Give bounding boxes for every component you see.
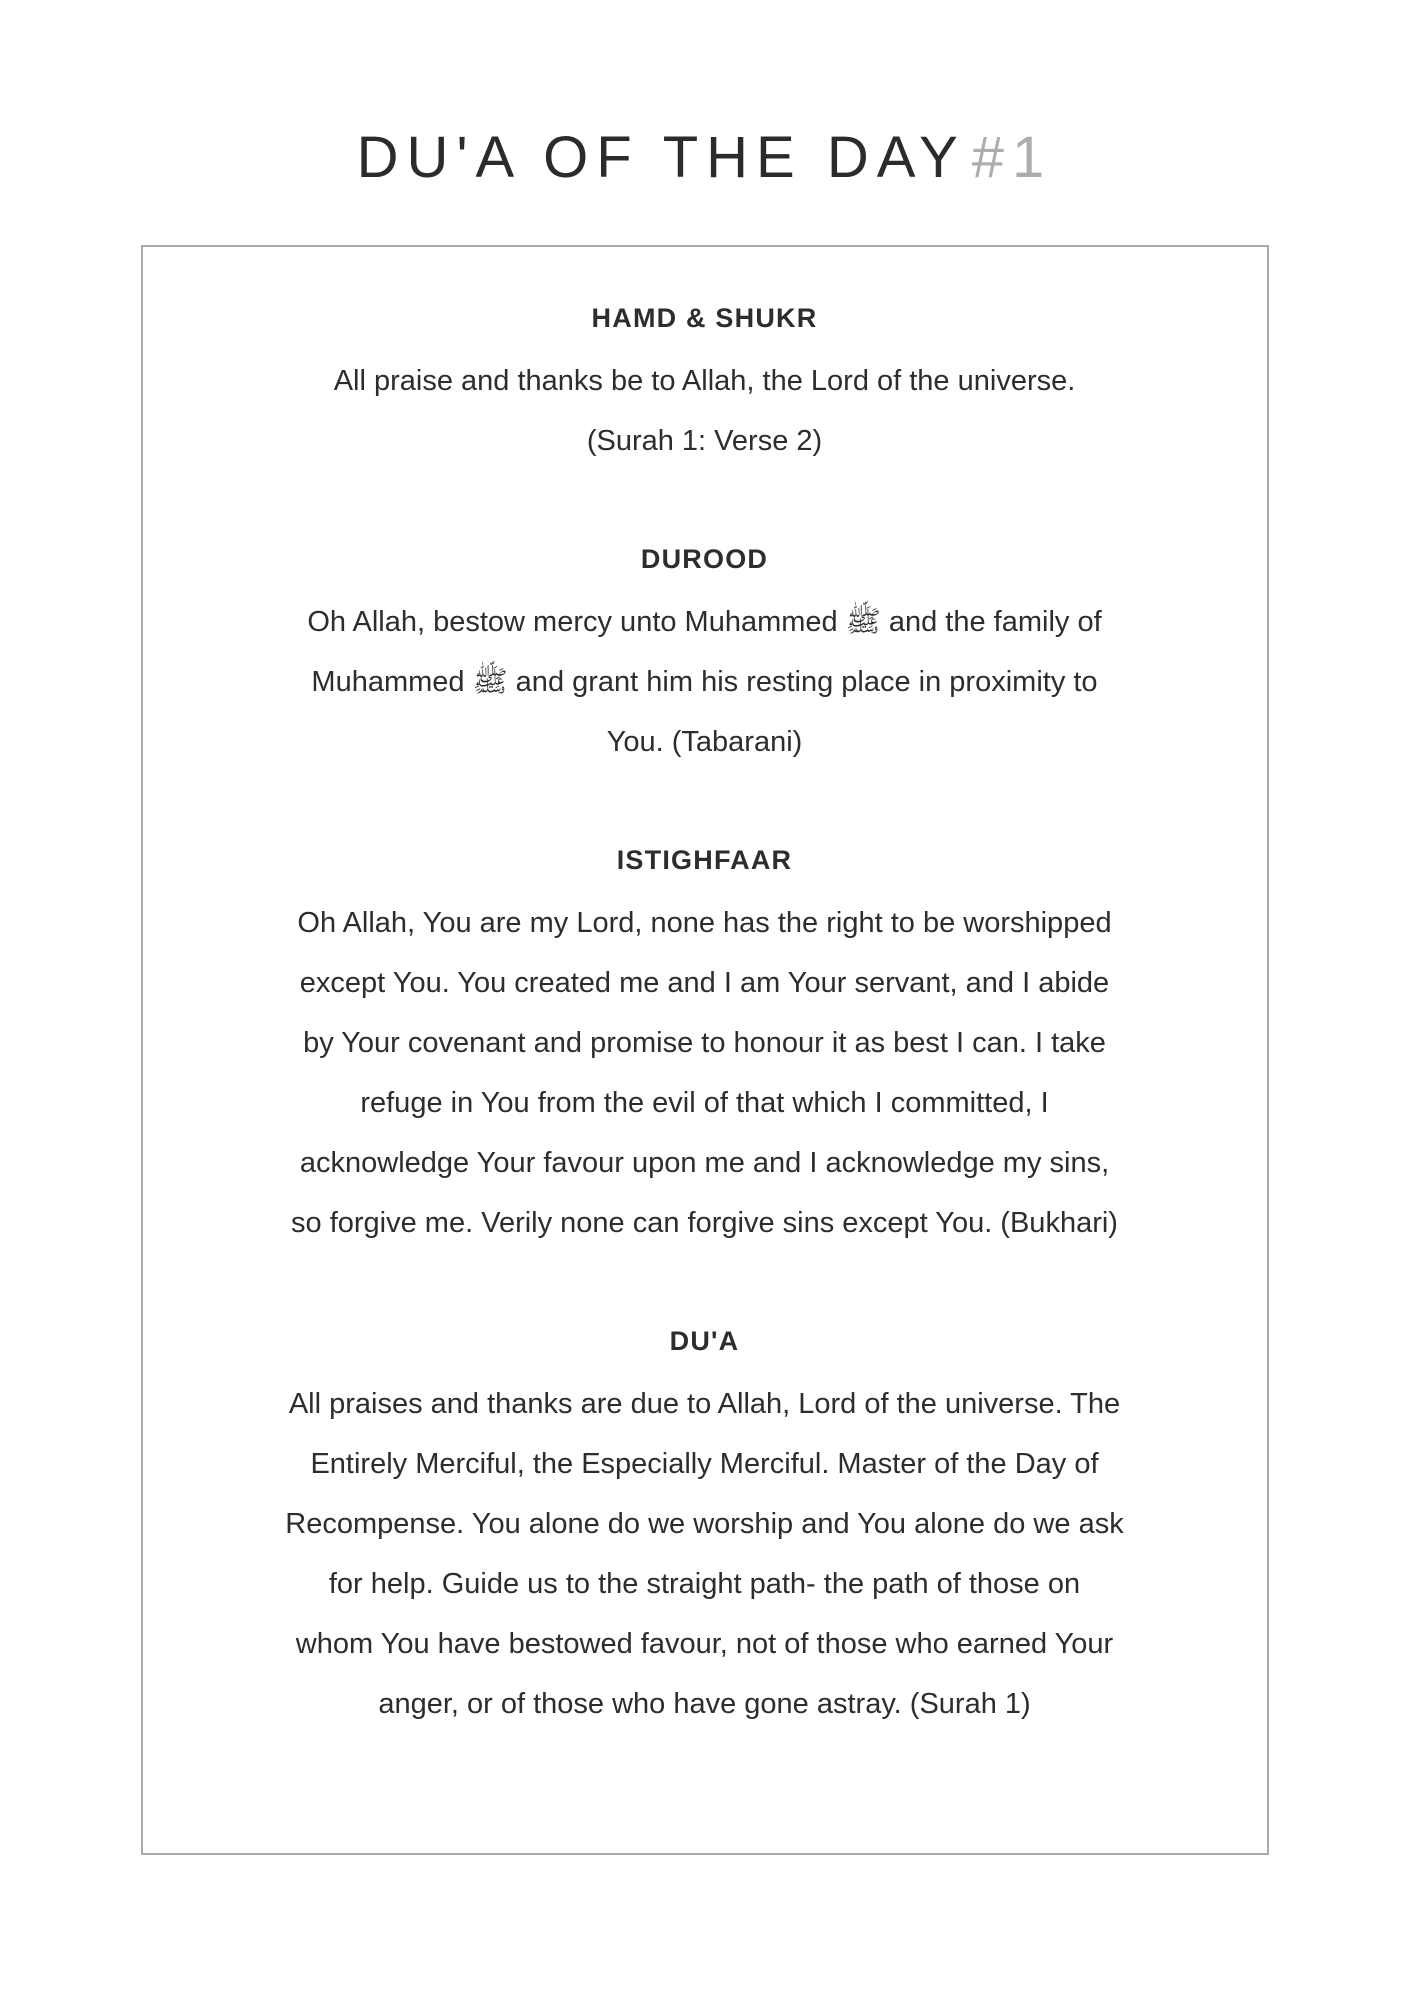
section-dua — [163, 1311, 1247, 1734]
section-heading: DUROOD — [640, 544, 769, 574]
body-line: (Surah 1: Verse 2) — [586, 425, 823, 457]
body-line: Oh Allah, You are my Lord, none has the right to be worshipped — [297, 907, 1112, 939]
body-line: Entirely Merciful, the Especially Merciful. Master of the Day of — [310, 1448, 1099, 1480]
body-line: so forgive me. Verily none can forgive sins except You. (Bukhari) — [291, 1207, 1118, 1239]
dua-card — [141, 245, 1269, 1855]
section-heading: ISTIGHFAAR — [616, 845, 793, 875]
body-line: whom You have bestowed favour, not of those who earned Your — [295, 1628, 1114, 1660]
body-line: You. (Tabarani) — [606, 726, 803, 758]
section-heading: HAMD & SHUKR — [591, 303, 818, 333]
body-line: refuge in You from the evil of that which I committed, I — [360, 1087, 1049, 1119]
body-line: for help. Guide us to the straight path- the path of those on — [328, 1568, 1081, 1600]
body-line: All praises and thanks are due to Allah, Lord of the universe. The — [288, 1388, 1121, 1420]
body-line: by Your covenant and promise to honour it as best I can. I take — [303, 1027, 1106, 1059]
section-istighfaar — [163, 830, 1247, 1253]
section-durood — [163, 529, 1247, 772]
body-line: except You. You created me and I am Your servant, and I abide — [299, 967, 1110, 999]
page-title-text: DU'A OF THE DAY — [356, 125, 966, 190]
page-title — [0, 125, 1409, 190]
body-line: anger, or of those who have gone astray. (Surah 1) — [378, 1688, 1031, 1720]
body-line: acknowledge Your favour upon me and I acknowledge my sins, — [299, 1147, 1110, 1179]
body-line: Oh Allah, bestow mercy unto Muhammed ﷺ and the family of — [307, 606, 1102, 638]
page-title-number: #1 — [971, 125, 1053, 190]
section-hamd-shukr — [163, 288, 1247, 471]
section-heading: DU'A — [669, 1326, 740, 1356]
body-line: All praise and thanks be to Allah, the Lord of the universe. — [333, 365, 1076, 397]
body-line: Recompense. You alone do we worship and You alone do we ask — [285, 1508, 1124, 1540]
body-line: Muhammed ﷺ and grant him his resting place in proximity to — [311, 666, 1098, 698]
